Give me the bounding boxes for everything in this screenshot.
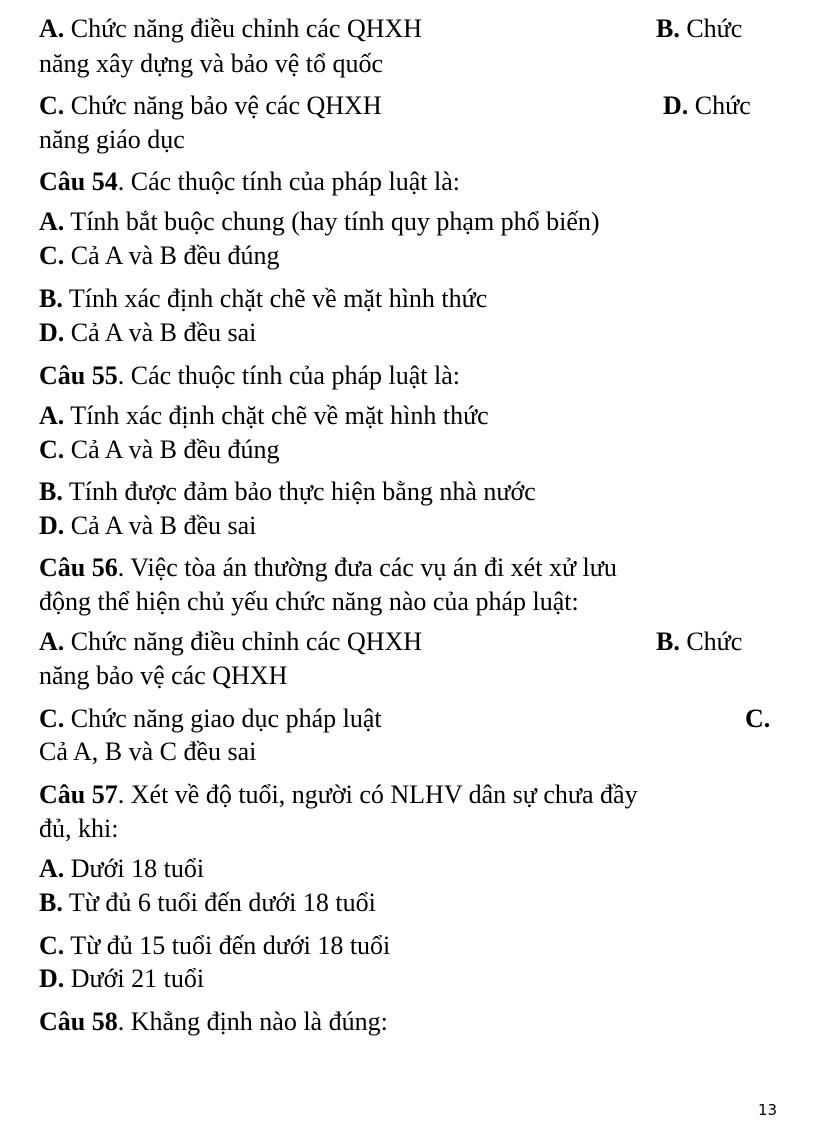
q56-question-continuation: động thể hiện chủ yếu chức năng nào của pháp luật: [39, 587, 579, 616]
option-letter: C. [39, 931, 65, 960]
option-text: Tính xác định chặt chẽ về mặt hình thức [62, 284, 488, 313]
q53-option-b-continuation: năng xây dựng và bảo vệ tổ quốc [39, 49, 384, 78]
option-letter: C. [39, 435, 65, 464]
question-text: . Khẳng định nào là đúng: [117, 1007, 388, 1036]
q53-option-c [39, 91, 382, 121]
option-letter: C. [745, 704, 771, 733]
q57-question-continuation: đủ, khi: [39, 814, 119, 843]
option-text: Tính được đảm bảo thực hiện bằng nhà nước [62, 477, 536, 506]
q56-option-c2-continuation: Cả A, B và C đều sai [39, 737, 257, 766]
option-letter: A. [39, 854, 65, 883]
option-letter: D. [663, 91, 689, 120]
option-text: Cả A và B đều đúng [64, 241, 280, 270]
option-letter: B. [39, 888, 63, 917]
option-text: Tính bắt buộc chung (hay tính quy phạm phổ biến) [64, 207, 600, 236]
question-text: . Các thuộc tính của pháp luật là: [117, 167, 460, 196]
q55-option-a [39, 401, 489, 431]
option-text: Tính xác định chặt chẽ về mặt hình thức [64, 401, 489, 430]
option-letter: C. [39, 241, 65, 270]
q56-question [39, 553, 617, 583]
option-letter: B. [656, 627, 680, 656]
question-label: Câu 55 [39, 361, 118, 390]
option-text: Chức năng điều chỉnh các QHXH [64, 627, 423, 656]
question-text: . Việc tòa án thường đưa các vụ án đi xét xử lưu [117, 553, 617, 582]
option-text: Cả A và B đều sai [64, 318, 257, 347]
q57-option-b [39, 888, 376, 918]
option-letter: C. [39, 704, 65, 733]
q55-option-b [39, 477, 536, 507]
q56-option-c2 [745, 704, 770, 734]
option-letter: A. [39, 207, 65, 236]
q53-option-d-continuation: năng giáo dục [39, 125, 185, 154]
option-text: Dưới 18 tuổi [64, 854, 205, 883]
option-text: Cả A và B đều sai [64, 511, 257, 540]
question-label: Câu 54 [39, 167, 118, 196]
option-letter: D. [39, 511, 65, 540]
q53-option-b [656, 14, 742, 44]
option-text: Chức [679, 627, 743, 656]
q57-question [39, 780, 638, 810]
option-text: Dưới 21 tuổi [64, 964, 205, 993]
option-text: Từ đủ 15 tuổi đến dưới 18 tuổi [64, 931, 391, 960]
q54-option-b [39, 284, 487, 314]
question-text: . Các thuộc tính của pháp luật là: [117, 361, 460, 390]
option-letter: A. [39, 627, 65, 656]
option-letter: B. [39, 477, 63, 506]
q54-question [39, 167, 460, 197]
option-letter: C. [39, 91, 65, 120]
option-letter: A. [39, 401, 65, 430]
option-text: Chức năng điều chỉnh các QHXH [64, 14, 423, 43]
q56-option-c [39, 704, 382, 734]
question-label: Câu 58 [39, 1007, 118, 1036]
option-letter: B. [656, 14, 680, 43]
option-letter: D. [39, 964, 65, 993]
q55-option-c [39, 435, 280, 465]
question-label: Câu 57 [39, 780, 118, 809]
q55-option-d [39, 511, 256, 541]
q56-option-b [656, 627, 742, 657]
option-letter: A. [39, 14, 65, 43]
q57-option-a [39, 854, 204, 884]
q56-option-a [39, 627, 422, 657]
q55-question [39, 361, 460, 391]
q54-option-a [39, 207, 600, 237]
option-letter: B. [39, 284, 63, 313]
option-letter: D. [39, 318, 65, 347]
q57-option-d [39, 964, 204, 994]
option-text: Từ đủ 6 tuổi đến dưới 18 tuổi [62, 888, 376, 917]
page-number: 13 [758, 1101, 778, 1119]
option-text: Chức [679, 14, 743, 43]
question-label: Câu 56 [39, 553, 118, 582]
option-text: Chức năng bảo vệ các QHXH [64, 91, 382, 120]
option-text: Cả A và B đều đúng [64, 435, 280, 464]
q58-question [39, 1007, 388, 1037]
q57-option-c [39, 931, 390, 961]
question-text: . Xét về độ tuổi, người có NLHV dân sự chưa đầy [117, 780, 638, 809]
option-text: Chức năng giao dục pháp luật [64, 704, 382, 733]
q54-option-d [39, 318, 256, 348]
q53-option-d [663, 91, 751, 121]
q56-option-b-continuation: năng bảo vệ các QHXH [39, 661, 288, 690]
q53-option-a [39, 14, 422, 44]
option-text: Chức [688, 91, 751, 120]
q54-option-c [39, 241, 280, 271]
